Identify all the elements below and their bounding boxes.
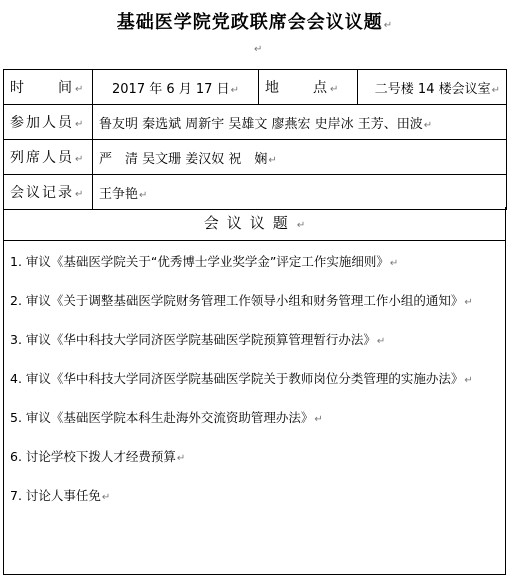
agenda-section (3, 207, 506, 575)
recorder-value: 王争艳↵ (93, 175, 507, 210)
paragraph-mark-icon: ↵ (254, 44, 263, 55)
place-label: 地 点↵ (259, 70, 358, 105)
document-title (0, 8, 510, 34)
time-place-row (4, 70, 507, 105)
attendees-label: 参加人员↵ (4, 105, 93, 140)
agenda-item-7: 7. 讨论人事任免↵ (10, 488, 111, 503)
agenda-item-6: 6. 讨论学校下拨人才经费预算↵ (10, 449, 186, 464)
observers-label: 列席人员↵ (4, 140, 93, 175)
agenda-list (4, 241, 505, 512)
agenda-item-2: 2. 审议《关于调整基础医学院财务管理工作领导小组和财务管理工作小组的通知》↵ (10, 293, 473, 308)
agenda-item-1: 1. 审议《基础医学院关于“优秀博士学业奖学金”评定工作实施细则》↵ (10, 254, 399, 269)
time-label: 时 间↵ (4, 70, 93, 105)
agenda-item-3: 3. 审议《华中科技大学同济医学院基础医学院预算管理暂行办法》↵ (10, 332, 386, 347)
observers-value: 严 清 吴文珊 姜汉奴 祝 娴↵ (93, 140, 507, 175)
recorder-label: 会议记录↵ (4, 175, 93, 210)
document-title-text: 基础医学院党政联席会会议议题 (116, 12, 383, 33)
place-value: 二号楼 14 楼会议室↵ (358, 70, 507, 105)
time-value: 2017 年 6 月 17 日↵ (93, 70, 259, 105)
agenda-heading: 会议议题↵ (4, 207, 505, 241)
agenda-item-4: 4. 审议《华中科技大学同济医学院基础医学院关于教师岗位分类管理的实施办法》↵ (10, 371, 473, 386)
observers-row (4, 140, 507, 175)
attendees-value: 鲁友明 秦选斌 周新宇 吴雄文 廖燕宏 史岸冰 王芳、田波↵ (93, 105, 507, 140)
paragraph-mark-icon: ↵ (383, 20, 394, 31)
agenda-item-5: 5. 审议《基础医学院本科生赴海外交流资助管理办法》↵ (10, 410, 323, 425)
recorder-row (4, 175, 507, 210)
meeting-info-table (3, 69, 507, 210)
attendees-row (4, 105, 507, 140)
